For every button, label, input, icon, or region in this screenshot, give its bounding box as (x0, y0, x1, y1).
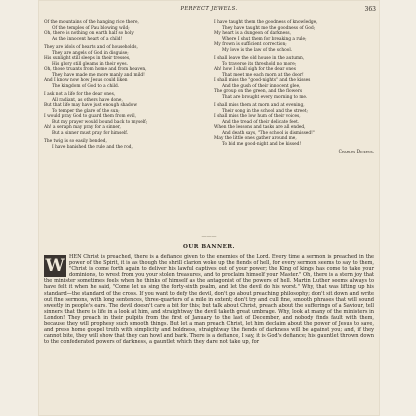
poem-line: And death says, "The school is dismissed!" (222, 130, 315, 136)
section-divider: ——— (201, 234, 217, 240)
running-title: PERFECT JEWELS. (180, 6, 238, 12)
poem-line: They have made me more manly and mild! (52, 72, 145, 78)
poem-line: May the little ones gather around me, (214, 136, 297, 141)
poem-line: That are brought every morning to me. (222, 94, 308, 100)
poem-line: They are angels of God in disguise; (52, 50, 129, 56)
poem-line: To bid me good-night and be kissed! (222, 141, 302, 147)
poem-line: I shall miss them at morn and at evening, (214, 103, 305, 108)
poem-line: I have banished the rule and the rod, (52, 144, 133, 150)
poem-line: The group on the green, and the flowers (214, 89, 303, 94)
poem-line: I shall miss the low hum of their voices, (214, 114, 301, 119)
poem-line: My frown is sufficient correction; (214, 42, 287, 47)
poem-stanza (214, 20, 374, 53)
poem-line: That meet me each morn at the door! (222, 72, 304, 78)
poem-stanza (44, 20, 204, 42)
poem-line: I would pray God to guard them from evil, (44, 114, 137, 119)
poem-line: Ah! a seraph may pray for a sinner, (44, 125, 121, 130)
poem-line: But my prayer would bound back to myself; (52, 119, 148, 125)
poem-left-column (44, 20, 204, 153)
poem-author-signature: Charles Dickens. (338, 150, 374, 155)
poem-line: The twig is so easily bended, (44, 139, 107, 144)
poem-line: To traverse its threshold no more; (222, 61, 297, 67)
poem-stanza (44, 45, 204, 89)
poem-line: And the tread of their delicate feet. (222, 119, 300, 125)
poem-line: But a sinner must pray for himself. (52, 130, 129, 136)
page-number: 363 (364, 6, 376, 13)
poem-line: The kingdom of God to a child. (52, 83, 120, 89)
poem-line: I ask not a life for the dear ones, (44, 92, 116, 97)
poem-line: My love is the law of the school. (222, 47, 293, 53)
poem-line: I have taught them the goodness of knowledge, (214, 20, 318, 25)
article-body (44, 254, 374, 345)
page-header (38, 6, 380, 16)
poem-line: To temper the glare of the sun; (52, 108, 120, 114)
poem-stanza (44, 139, 204, 150)
poem-line: And I know now how Jesus could liken (44, 78, 128, 83)
poem-line: Oh, those truants from home and from heaven, (44, 67, 147, 72)
poem-line: Oh, there is nothing on earth half so holy (44, 31, 134, 36)
poem-line: Ah! how I shall sigh for the dear ones (214, 67, 296, 72)
poem-line: Where I shut them for breaking a rule; (222, 36, 307, 42)
poem-line: His glory still gleams in their eyes. (52, 61, 128, 67)
poem-line: My heart is a dungeon of darkness, (214, 31, 291, 36)
poem-line: And the gush of their innocent glee, (222, 83, 301, 89)
poem-line: All radiant, as others have done, (52, 97, 123, 103)
drop-cap: W (45, 256, 65, 276)
poem-stanza (214, 103, 374, 147)
poem-line: Their song in the school and the street; (222, 108, 308, 114)
poem-stanza (214, 56, 374, 100)
poem-line: They have taught me the goodness of God; (222, 25, 316, 31)
article-text: HEN Christ is preached, there is a defiance given to the enemies of the Lord. Every time a sermon is preached in the power of the Spirit, it is as though the shrill clarion woke up the fiends of hell, for every sermon seems to say to them, "Christ is come forth again to deliver his lawful captives out of your power; the King of kings has come to take your dominions, to wrest from you your stolen treasures, and to proclaim himself your Master." Oh, there is a stern joy that the minister sometimes feels when he thinks of himself as the antagonist of the powers of hell. Martin Luther seems always to have felt it when he said, "Come let us sing the forty-sixth psalm, and let the devil do his worst." Why, that was lifting up his standard—the standard of the cross. If you want to defy the devil, don't go about preaching philosophy; don't sit down and write out fine sermons, with long sentences, three-quarters of a mile in extent; don't try and cull fine, smooth phrases that will sound sweetly in people's ears. The devil doesn't care a bit for this; but talk about Christ, preach about the sufferings of a Saviour, tell sinners that there is life in a look at him, and straightway the devil taketh great umbrage. Why, look at many of the ministers in London! They preach in their pulpits from the first of January to the last of December, and nobody finds fault with them, because they will prophesy such smooth things. But let a man preach Christ, let him declaim about the power of Jesus to save, and press home gospel truth with simplicity and boldness, straightway the fiends of darkness will be against you; and, if they cannot bite, they will show that they can howl and bark. There is a defiance, I say, it is God's defiance; his gauntlet thrown down to the confederated powers of darkness, a gauntlet which they dare not take up, for (44, 254, 374, 346)
poem-line: When the lessons and tasks are all ended, (214, 125, 306, 130)
poem-line: As the innocent heart of a child! (52, 36, 123, 42)
poem-line: But that life may have just enough shadow (44, 103, 138, 108)
poem-line: I shall miss the "good-nights" and the kisses (214, 78, 311, 83)
article-title: OUR BANNER. (182, 244, 235, 250)
poem-line: His sunlight still sleeps in their tresses, (44, 56, 131, 61)
poem-line: Of the mountains of the hanging rice there, (44, 20, 139, 25)
poem-line: I shall leave the old house in the autumn, (214, 56, 305, 61)
book-page (38, 0, 380, 416)
poem-line: They are idols of hearts and of households, (44, 45, 138, 50)
poem-right-column (214, 20, 374, 156)
poem-stanza (44, 92, 204, 136)
poem-line: Of the temples of Pau blowing wild; (52, 25, 130, 31)
